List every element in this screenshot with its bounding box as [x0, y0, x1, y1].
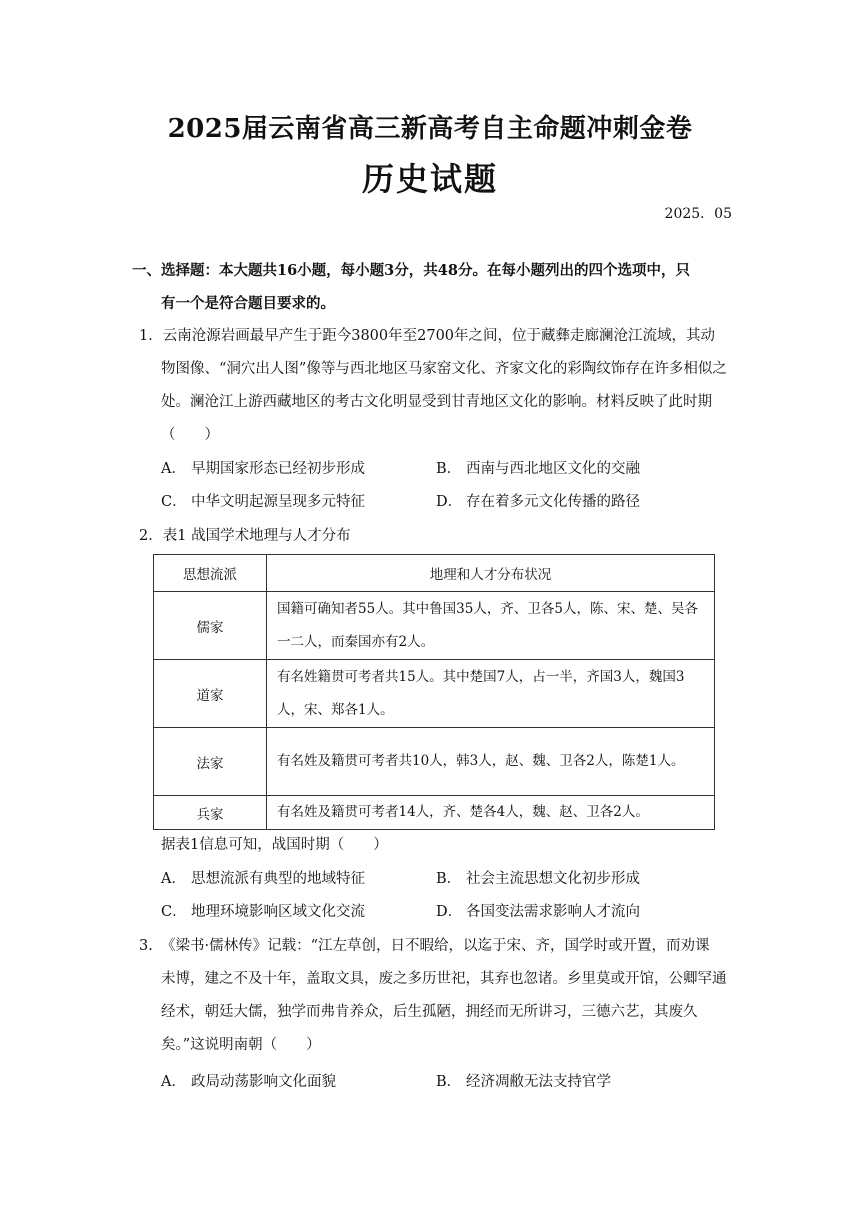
- option-b[interactable]: B． 西南与西北地区文化的交融: [436, 461, 640, 477]
- question-stem-rest: 未博，建之不及十年，盖取文具，废之多历世祀，其弃也忽诸。乡里莫或开馆，公卿罕通经术，朝廷大儒，独学而弗肯养众，后生孤陋，拥经而无所讲习，三德六艺，其废久矣。”这说明南朝（ ）: [161, 971, 727, 1053]
- table-cell-desc: 国籍可确知者55人。其中鲁国35人，齐、卫各5人，陈、宋、楚、吴各一二人，而秦国亦有2人。: [267, 592, 715, 660]
- question-2: [139, 520, 739, 553]
- data-table: [153, 554, 715, 830]
- section-heading-line1: 一、选择题：本大题共16小题，每小题3分，共48分。在每小题列出的四个选项中，只: [132, 262, 690, 279]
- question-stem-line1: 表1 战国学术地理与人才分布: [162, 528, 351, 544]
- exam-title: 2025届云南省高三新高考自主命题冲刺金卷: [167, 114, 693, 144]
- table-row: [154, 796, 715, 830]
- option-c[interactable]: C． 中华文明起源呈现多元特征: [161, 494, 365, 510]
- question-2-options: [161, 863, 721, 929]
- exam-date: 2025．05: [664, 206, 732, 222]
- option-d[interactable]: D． 存在着多元文化传播的路径: [436, 494, 640, 510]
- question-stem-line1: 《梁书·儒林传》记载：“江左草创，日不暇给，以迄于宋、齐，国学时或开置，而劝课: [161, 938, 710, 954]
- question-2-prompt: 据表1信息可知，战国时期（ ）: [161, 837, 388, 853]
- question-3-options: [161, 1066, 721, 1099]
- option-b[interactable]: B． 经济凋敝无法支持官学: [436, 1074, 611, 1090]
- table-cell-school: 儒家: [154, 592, 267, 660]
- option-a[interactable]: A． 思想流派有典型的地域特征: [161, 871, 365, 887]
- table-cell-school: 兵家: [154, 796, 267, 830]
- option-a[interactable]: A． 政局动荡影响文化面貌: [161, 1074, 336, 1090]
- section-heading: [132, 254, 742, 320]
- table-row: [154, 592, 715, 660]
- question-1-options: [161, 453, 721, 519]
- option-c[interactable]: C． 地理环境影响区域文化交流: [161, 904, 365, 920]
- question-3: [139, 930, 739, 1062]
- table-cell-school: 道家: [154, 660, 267, 728]
- question-number: 3.: [139, 938, 153, 954]
- question-stem-rest: 物图像、“洞穴出人图”像等与西北地区马家窑文化、齐家文化的彩陶纹饰存在许多相似之处。澜沧江上游西藏地区的考古文化明显受到甘青地区文化的影响。材料反映了此时期（ ）: [161, 361, 727, 443]
- table-cell-desc: 有名姓及籍贯可考者共10人，韩3人，赵、魏、卫各2人，陈楚1人。: [267, 728, 715, 796]
- table-cell-school: 法家: [154, 728, 267, 796]
- option-d[interactable]: D． 各国变法需求影响人才流向: [436, 904, 640, 920]
- question-number: 2．: [139, 528, 163, 544]
- table-header-cell: 思想流派: [154, 555, 267, 592]
- question-1: [139, 320, 739, 452]
- section-heading-line2: 有一个是符合题目要求的。: [161, 295, 335, 312]
- table-cell-desc: 有名姓及籍贯可考者14人，齐、楚各4人，魏、赵、卫各2人。: [267, 796, 715, 830]
- table-cell-desc: 有名姓籍贯可考者共15人。其中楚国7人，占一半，齐国3人，魏国3人，宋、郑各1人。: [267, 660, 715, 728]
- option-b[interactable]: B． 社会主流思想文化初步形成: [436, 871, 640, 887]
- table-row: [154, 660, 715, 728]
- question-number: 1．: [139, 328, 163, 344]
- subject-title: 历史试题: [361, 160, 498, 198]
- table-header-cell: 地理和人才分布状况: [267, 555, 715, 592]
- question-stem-line1: 云南沧源岩画最早产生于距今3800年至2700年之间，位于藏彝走廊澜沧江流域，其动: [162, 328, 716, 344]
- table-row: [154, 728, 715, 796]
- option-a[interactable]: A． 早期国家形态已经初步形成: [161, 461, 365, 477]
- table-header-row: [154, 555, 715, 592]
